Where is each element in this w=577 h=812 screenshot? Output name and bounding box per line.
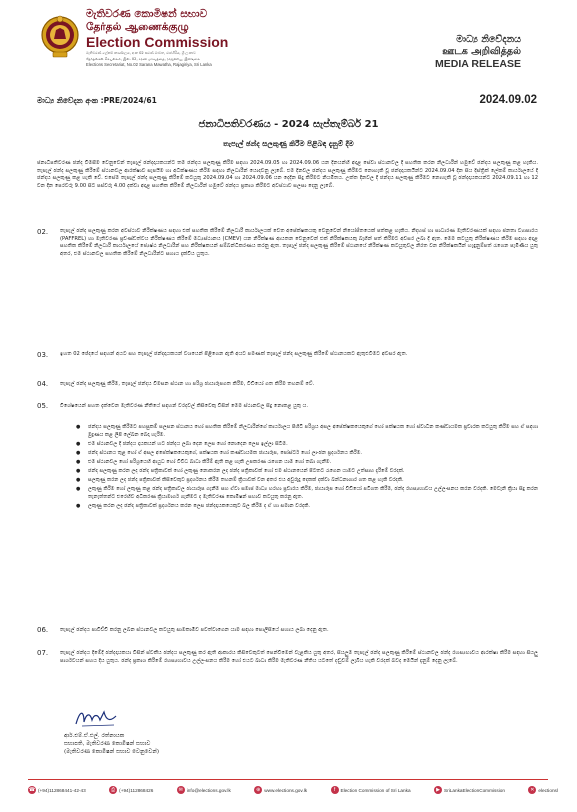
paragraph-5-intro: විශේෂයෙන් පහත දැක්වෙන මැතිවරණ නීතියේ සඳහන් වරදවල් කිසිවෙකු විසින් මෙම ස්ථානවල සිදු නොකළ යුතු ය. <box>60 403 309 409</box>
paragraph-number: 02. <box>37 228 49 236</box>
reference-number: මාධ්‍ය නිවේදන අංක :PRE/2024/61 <box>37 96 157 105</box>
signatory-name: ආර්.එම්.ඒ.එල්. රත්නායක <box>64 733 125 739</box>
list-item: ● ඡන්ද ස්ථානය තුළ හෝ ඒ අසල අපේක්ෂකයෙකුගේ, පක්ෂයක හෝ කණ්ඩායමක ඡායාරූප, පෝස්ටර් හෝ ලාංඡන ප්‍රදර්ශනය කිරීම. <box>76 450 538 458</box>
paragraph-number: 06. <box>37 626 49 634</box>
footer-phone: ☎ (+94)112868441-42-43 <box>28 787 86 793</box>
footer-email[interactable]: ✉ info@elections.gov.lk <box>178 787 231 793</box>
paragraph-6: තැපැල් ඡන්දය පාවිච්චි කරනු ලබන ස්ථානවල කටයුතු සාමකාමීව පවත්වාගෙන යාම සඳහා පොලිසියේ සහාය ලබා දෙනු ඇත. <box>60 627 329 633</box>
sri-lanka-emblem-icon <box>40 14 80 60</box>
media-release-english: MEDIA RELEASE <box>435 58 521 70</box>
web-icon: ⊕ <box>256 787 261 793</box>
media-release-label <box>435 34 521 71</box>
org-name-sinhala: මැතිවරණ කොමිෂන් සභාව <box>86 8 208 20</box>
address-english: Elections Secretariat, No.02 Sarana Mawatha, Rajagiriya, Sri Lanka <box>86 62 212 67</box>
release-date: 2024.09.02 <box>479 94 537 106</box>
phone-icon: ☎ <box>28 787 36 793</box>
list-item: ● ඡන්ද සලකුණු කරන ලද ඡන්ද පත්‍රිකාවක් හෝ ලකුණු නොකරන ලද ඡන්ද පත්‍රිකාවක් හෝ එම ස්ථානයෙන් පිටතට රැගෙන යාමට උත්සාහ දැරීමේ වරදක්. <box>76 468 538 476</box>
paragraph-1: ජනාධිපතිවරණ ඡන්ද විමසීම වෙනුවෙන් තැපැල් ඡන්දදායකයන්ට තම ඡන්දය සලකුණු කිරීම සඳහා 2024.09.05 හා 2024.09.06 යන දිනයන්හි අදාළ සේවා ස්ථානවල දී සහතික කරන නිලධාරීන් හමුවේ ඡන්දය සලකුණු කළ හැකිය. තැපැල් ඡන්ද සලකුණු කිරීමේ ස්ථානවල ආරක්ෂාව සැපයීම හා අධීක්ෂණය කිරීම සඳහා නිලධාරීන් යොදවනු ලැබේ. එම දිනවල ඡන්දය සලකුණු කිරීමට නොහැකි වූ ඡන්දදායකයින්ට 2024.09.04 දින සිය දිස්ත්‍රික් ලේකම් කාර්යාලයේ දී ඡන්දය සලකුණු කළ හැකි වේ. එසේම තැපැල් ඡන්ද සලකුණු කිරීමේ කටයුතු 2024.09.04 හා 2024.09.06 යන දෙදින සිදු කිරීමට නියමිතය. උක්ත දිනවල දී ඡන්දය සලකුණු කිරීමට නොහැකි වූ ඡන්දදායකයන්ට 2024.09.11 හා 12 වන දින පෙරවරු 9.00 සිට පස්වරු 4.00 දක්වා අදාළ සහතික කිරීමේ නිලධාරීන් හමුවේ ඡන්දය ප්‍රකාශ කිරීමට අවස්ථාව සලසා දෙනු ලැබේ. <box>37 160 538 190</box>
paragraph-2: තැපැල් ඡන්ද සලකුණු කරන අවස්ථාව නිරීක්ෂණය සඳහා එක් සහතික කිරීමේ නිලධාරී කාර්යාලයක් වෙත අපේක්ෂකයකු වෙනුවෙන් නියෝජිතයෙක් පත්කළ හැකිය. නිදහස් හා සාධාරණ මැතිවරණයක් සඳහා ජනතා ව්‍යාපාරය (PAFFREL) හා මැතිවරණ ප්‍රචණ්ඩත්වය නිරීක්ෂණය කිරීමේ මධ්‍යස්ථානය (CMEV) යන නිරීක්ෂණ ආයතන වෙනුවෙන් එක් නිරීක්ෂකයකු බැගින් පත් කිරීමට අවසර ලබා දී ඇත. මෙම කටයුතු නිරීක්ෂණය කිරීම සඳහා අදාළ සහතික කිරීමේ නිලධාරී කාර්යාලයේ ජ්‍යෙෂ්ඨ නිලධාරීන් සහ නිරීක්ෂකයන් සම්බන්ධීකරණය කරනු ඇත. තැපැල් ඡන්ද සලකුණු කිරීමේ ස්ථානයේ නිරීක්ෂණ කටයුතුවල නිරත වන නිරීක්ෂකයින් හැඳුනුම්පත් රැගෙන පැමිණිය යුතු අතර, එම ස්ථානවල සහතික කිරීමේ නිලධාරීන්ට සහාය දැක්විය යුතුය. <box>60 228 538 258</box>
list-item: ● ලකුණු කරන ලද ඡන්ද පත්‍රිකාවක් ප්‍රදර්ශනය කරන ලෙස ඡන්දදායකයෙකුට බල කිරීම ද ඒ හා සමාන වරදකි. <box>76 503 538 511</box>
list-item: ● ලකුණු කිරීම හෝ ලකුණු කළ ඡන්ද පත්‍රිකාවල ඡායාරූප ගැනීම සහ ඒවා සමාජ මාධ්‍ය හරහා ප්‍රචාරය කිරීම, ඡායාරූප හෝ වීඩියෝ පටිගත කිරීම, ඡන්ද රහස්‍යභාවය උල්ලංඝනය කරන වරදකි. මෙවැනි ක්‍රියා සිදු කරන තැනැත්තන්ට එරෙහිව අධිකරණ ක්‍රියාමාර්ග ගැනීමට ද මැතිවරණ කොමිෂන් සභාව කටයුතු කරනු ඇත. <box>76 486 538 501</box>
list-item: ● එම ස්ථානවල හෝ පරිශ්‍රයෙහි ආයුධ හෝ විවිධ බාධා කිරීම් ඇති කළ හැකි උපකරණ රැගෙන යාම හෝ තබා ගැනීම. <box>76 459 538 467</box>
signatory-subtitle: (මැතිවරණ කොමිෂන් සභාව වෙනුවෙන්) <box>64 749 160 755</box>
organization-name <box>86 8 228 68</box>
email-icon: ✉ <box>178 787 183 793</box>
paragraph-4: තැපැල් ඡන්ද සලකුණු කිරීම, තැපැල් ඡන්දය විමසන ස්ථාන හා පරිශ්‍ර ඡායාරූපගත කිරීම, වීඩියෝ ගත කිරීම තහනම් වේ. <box>60 381 315 387</box>
address-sinhala: මැතිවරණ ලේකම් කාර්යාලය, අංක 02 සරණ මාවත, රාජගිරිය, ශ්‍රී ලංකාව <box>86 51 196 55</box>
footer-website[interactable]: ⊕ www.elections.gov.lk <box>256 787 308 793</box>
paragraph-number: 07. <box>37 649 49 657</box>
reference-line <box>37 96 537 108</box>
footer-contacts <box>28 783 558 797</box>
footer-twitter[interactable]: ✕ electionsl <box>530 787 558 793</box>
footer-youtube[interactable]: ▶ SriLankaElectionCommission <box>434 786 505 794</box>
paragraph-3: ඉහත 02 ඡේදයේ සඳහන් අයට සහ තැපැල් ඡන්දදායකයන් වශයෙන් පිළිගෙන ඇති අයට පමණක් තැපැල් ඡන්ද සලකුණු කිරීමේ ස්ථානයකට ඇතුළුවීමට අවසර ඇත. <box>60 351 408 357</box>
paragraph-number: 04. <box>37 380 49 388</box>
paragraph-7: තැපැල් ඡන්දය දීමේදී ඡන්දදායකයා විසින් ස්වකීය ඡන්දය සලකුණු කර ඇති ආකාරය කිසිවෙකුටත් පෙන්වීමෙන් වැළකිය යුතු අතර, සියලුම තැපැල් ඡන්ද සලකුණු කිරීමේ ස්ථානවල ඡන්ද රහස්‍යභාවය ආරක්ෂා කිරීම සඳහා සියලු පාර්ශවයන් සහය දිය යුතුය. ඡන්ද ප්‍රකාශ කිරීමේ රහස්‍යභාවය උල්ලංඝනය කිරීම හෝ එයට බාධා කිරීම මැතිවරණ නීතිය යටතේ දඬුවම් ලැබිය හැකි වරදක් බවද මෙයින් දැනුම් දෙනු ලැබේ. <box>60 650 538 664</box>
document-title: ජනාධිපතිවරණය - 2024 සැප්තැම්බර් 21 <box>198 119 379 130</box>
letterhead <box>0 0 577 70</box>
fax-icon: ⎙ <box>111 787 116 793</box>
offence-list <box>76 424 538 512</box>
media-release-tamil: ஊடக அறிவித்தல் <box>442 46 521 57</box>
document-subtitle: තැපැල් ඡන්ද සලකුණු කිරීම පිළිබඳ දැනුම් දීම <box>223 139 354 148</box>
list-item: ● සලකුණු කරන ලද ඡන්ද පත්‍රිකාවක් කිසිවෙකුට ප්‍රදර්ශනය කිරීම තහනම් ක්‍රියාවක් වන අතර එය අවුරුදු දෙකක් දක්වා බන්ධනාගාර ගත කළ හැකි වරදකි. <box>76 477 538 485</box>
list-item: ● එම ස්ථානවල දී ඡන්දය දායකයන් හට ඡන්දය ලබා දෙන ලෙස හෝ නොදෙන ලෙස ඉල්ලා සිටීම. <box>76 441 538 449</box>
org-name-tamil: தேர்தல் ஆணைக்குழு <box>86 21 189 33</box>
youtube-icon: ▶ <box>434 786 442 794</box>
facebook-icon: f <box>331 786 339 794</box>
address-tamil: தேர்தல்கள் செயலகம், இல. 02, சரண மாவத்தை, ராஜகிரிய, இலங்கை <box>86 57 200 61</box>
footer-fax: ⎙ (+94)112868426 <box>111 787 154 793</box>
paragraph-number: 05. <box>37 402 49 410</box>
twitter-icon: ✕ <box>530 787 535 793</box>
paragraph-number: 03. <box>37 351 49 359</box>
media-release-sinhala: මාධ්‍ය නිවේදනය <box>456 34 521 45</box>
handwritten-signature <box>70 706 130 730</box>
signatory-title: සභාපති, මැතිවරණ කොමිෂන් සභාව <box>64 741 151 747</box>
list-item: ● ඡන්දය සලකුණු කිරීමට පහසුකම් සලසන ස්ථානය හෝ සහතික කිරීමේ නිලධාරීන්ගේ කාර්යාලය පිහිටි පරිශ්‍රය අසල අපේක්ෂකයෙකුගේ හෝ පක්ෂයක හෝ ස්වාධීන කණ්ඩායමක ප්‍රචාරක කටයුතු කිරීම සහ ඒ සඳහා මුද්‍රණය කළ ලිපි ලේඛන බෙදා හැරීම. <box>76 424 538 439</box>
footer-facebook[interactable]: f Election Commission of Sri Lanka <box>331 786 411 794</box>
signature-block <box>64 732 159 756</box>
footer-divider <box>28 779 548 780</box>
org-name-english: Election Commission <box>86 34 229 50</box>
